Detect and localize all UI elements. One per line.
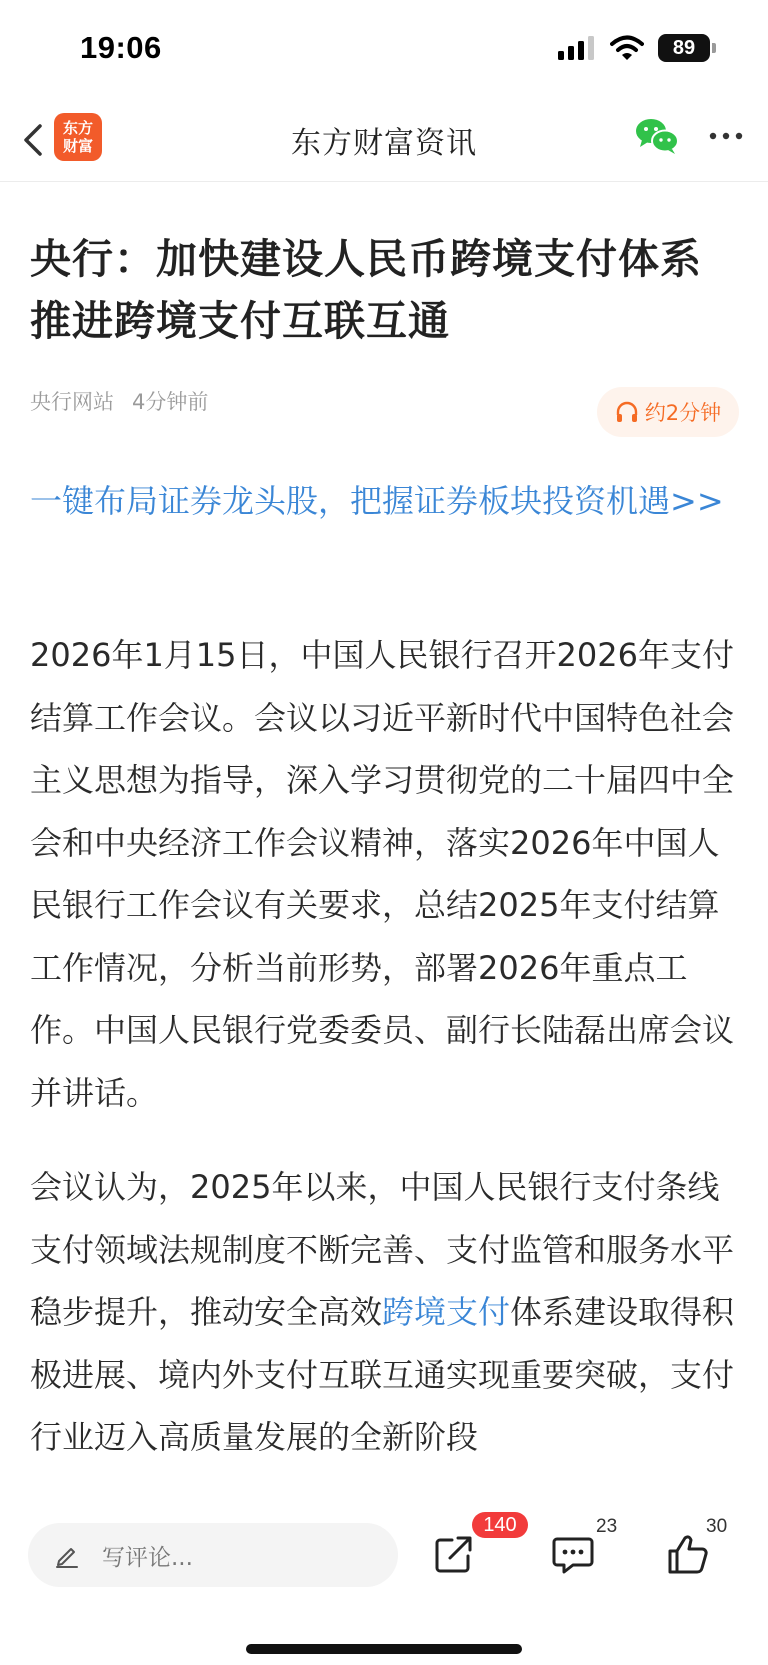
comment-input[interactable]	[28, 1523, 398, 1587]
thumbs-up-icon[interactable]	[664, 1530, 712, 1578]
share-icon[interactable]	[430, 1530, 478, 1578]
article-title: 央行：加快建设人民币跨境支付体系 推进跨境支付互联互通	[30, 235, 702, 345]
wifi-icon	[610, 35, 644, 61]
battery-icon	[658, 34, 716, 62]
battery-level: 89	[658, 34, 710, 62]
status-bar	[0, 0, 768, 100]
comment-placeholder: 写评论...	[102, 1544, 193, 1571]
article-source: 央行网站	[30, 390, 114, 414]
listen-button[interactable]	[597, 387, 739, 437]
article-time: 4分钟前	[132, 390, 209, 414]
wechat-share-icon[interactable]	[634, 116, 680, 156]
status-icons	[558, 34, 716, 62]
comment-icon[interactable]	[549, 1530, 597, 1578]
paragraph-text: 体系建设取得积极进展、境内外支付互联互通实现重要突破，支付行业迈入高质量发展的全新阶段	[30, 1293, 735, 1456]
more-options-icon[interactable]	[706, 126, 746, 146]
article-meta	[30, 386, 208, 416]
status-time: 19:06	[80, 30, 162, 65]
app-logo[interactable]: 东方财富	[54, 113, 102, 161]
comment-count: 23	[596, 1516, 618, 1537]
cellular-signal-icon	[558, 36, 596, 60]
pencil-icon	[54, 1542, 80, 1568]
nav-bar	[0, 100, 768, 182]
article-paragraph-1: 2026年1月15日，中国人民银行召开2026年支付结算工作会议。会议以习近平新时代中国特色社会主义思想为指导，深入学习贯彻党的二十届四中全会和中央经济工作会议精神，落实2026年中国人民银行工作会议有关要求，总结2025年支付结算工作情况，分析当前形势，部署2026年重点工作。中国人民银行党委委员、副行长陆磊出席会议并讲话。	[30, 636, 735, 1112]
cross-border-payment-link[interactable]: 跨境支付	[382, 1293, 511, 1331]
share-count-badge: 140	[472, 1512, 528, 1538]
headphones-icon	[615, 401, 639, 423]
like-count: 30	[706, 1516, 728, 1537]
article-paragraph-2	[30, 1156, 742, 1514]
home-indicator	[246, 1644, 522, 1654]
listen-duration: 约2分钟	[644, 401, 722, 425]
page-title: 东方财富资讯	[291, 126, 477, 161]
paragraph-text: 会议认为，2025年以来，中国人民银行支付条线支付领域法规制度不断完善、支付监管和服务水平稳步提升，推动安全高效	[30, 1168, 735, 1331]
bottom-action-bar	[0, 1508, 768, 1665]
promo-link[interactable]: 一键布局证券龙头股，把握证券板块投资机遇>>	[30, 482, 724, 520]
